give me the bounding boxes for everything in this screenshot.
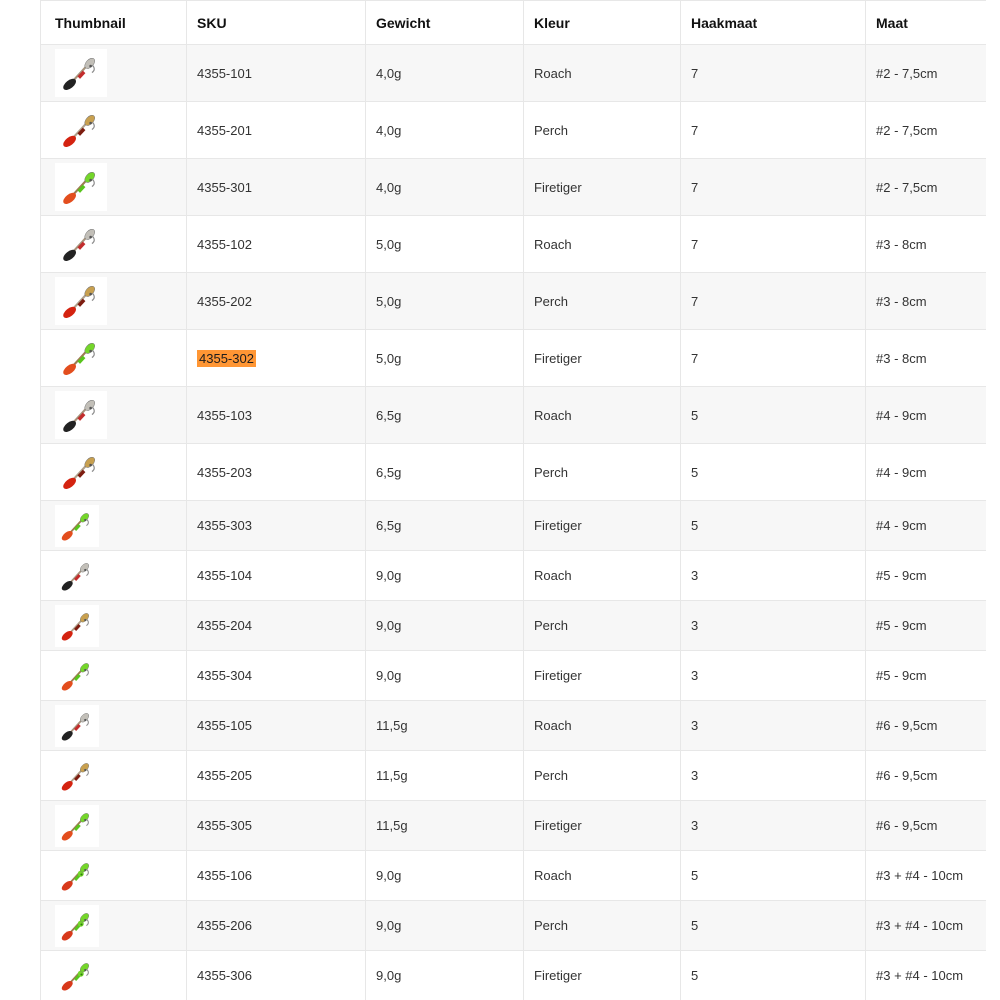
cell-gewicht	[366, 273, 524, 330]
cell-maat	[866, 951, 987, 1000]
table-header-row	[41, 1, 987, 45]
maat-value: #3 - 8cm	[876, 236, 927, 252]
column-header-label: Maat	[876, 14, 908, 31]
table-row	[41, 851, 987, 901]
cell-maat	[866, 45, 987, 102]
cell-haakmaat	[681, 216, 866, 273]
cell-sku	[187, 851, 366, 901]
cell-maat	[866, 801, 987, 851]
gewicht-value: 4,0g	[376, 122, 402, 138]
cell-haakmaat	[681, 901, 866, 951]
kleur-value: Roach	[534, 568, 572, 583]
cell-haakmaat	[681, 701, 866, 751]
maat-value: #4 - 9cm	[876, 518, 927, 533]
cell-maat	[866, 444, 987, 501]
maat-value: #2 - 7,5cm	[876, 65, 938, 81]
cell-gewicht	[366, 216, 524, 273]
lure-thumbnail-image[interactable]	[55, 805, 99, 847]
column-header-thumbnail	[41, 1, 187, 45]
table-row	[41, 102, 987, 159]
cell-haakmaat	[681, 159, 866, 216]
gewicht-value: 6,5g	[376, 407, 402, 423]
cell-gewicht	[366, 851, 524, 901]
cell-thumbnail	[41, 901, 187, 951]
haakmaat-value: 5	[691, 407, 699, 423]
column-header-label: Kleur	[534, 14, 570, 31]
maat-value: #3 + #4 - 10cm	[876, 968, 964, 983]
gewicht-value: 9,0g	[376, 968, 402, 983]
table-row	[41, 901, 987, 951]
table-row	[41, 216, 987, 273]
sku-value: 4355-201	[197, 122, 252, 138]
kleur-value: Roach	[534, 407, 572, 423]
cell-kleur	[524, 851, 681, 901]
column-header-label: Thumbnail	[55, 14, 126, 31]
maat-value: #4 - 9cm	[876, 407, 927, 423]
cell-haakmaat	[681, 551, 866, 601]
sku-value: 4355-206	[197, 918, 252, 933]
table-row	[41, 801, 987, 851]
sku-value: 4355-103	[197, 407, 252, 423]
maat-value: #3 + #4 - 10cm	[876, 868, 964, 883]
cell-gewicht	[366, 651, 524, 701]
sku-value-search-highlight: 4355-302	[199, 350, 254, 366]
gewicht-value: 11,5g	[376, 818, 408, 833]
column-header-gewicht	[366, 1, 524, 45]
gewicht-value: 11,5g	[376, 768, 408, 783]
table-row	[41, 45, 987, 102]
cell-haakmaat	[681, 387, 866, 444]
haakmaat-value: 7	[691, 236, 699, 252]
maat-value: #4 - 9cm	[876, 464, 927, 480]
gewicht-value: 11,5g	[376, 718, 408, 733]
cell-haakmaat	[681, 851, 866, 901]
cell-sku	[187, 273, 366, 330]
cell-kleur	[524, 751, 681, 801]
lure-thumbnail-image[interactable]	[55, 448, 107, 496]
table-row	[41, 701, 987, 751]
gewicht-value: 5,0g	[376, 236, 402, 252]
cell-kleur	[524, 601, 681, 651]
lure-thumbnail-image[interactable]	[55, 106, 107, 154]
maat-value: #5 - 9cm	[876, 618, 927, 633]
maat-value: #3 - 8cm	[876, 350, 927, 366]
table-row	[41, 651, 987, 701]
cell-kleur	[524, 330, 681, 387]
cell-kleur	[524, 273, 681, 330]
cell-gewicht	[366, 701, 524, 751]
haakmaat-value: 7	[691, 122, 699, 138]
kleur-value: Perch	[534, 768, 568, 783]
sku-value: 4355-304	[197, 668, 252, 683]
kleur-value: Roach	[534, 718, 572, 733]
cell-maat	[866, 501, 987, 551]
cell-gewicht	[366, 159, 524, 216]
column-header-sku	[187, 1, 366, 45]
lure-thumbnail-image[interactable]	[55, 163, 107, 211]
cell-haakmaat	[681, 330, 866, 387]
gewicht-value: 4,0g	[376, 179, 402, 195]
cell-haakmaat	[681, 951, 866, 1000]
cell-maat	[866, 551, 987, 601]
cell-gewicht	[366, 601, 524, 651]
maat-value: #5 - 9cm	[876, 568, 927, 583]
kleur-value: Firetiger	[534, 668, 582, 683]
gewicht-value: 4,0g	[376, 65, 402, 81]
gewicht-value: 9,0g	[376, 568, 402, 583]
column-header-haakmaat	[681, 1, 866, 45]
maat-value: #3 - 8cm	[876, 293, 927, 309]
cell-sku	[187, 45, 366, 102]
kleur-value: Perch	[534, 464, 568, 480]
sku-value: 4355-303	[197, 518, 252, 533]
cell-sku	[187, 801, 366, 851]
table-row	[41, 330, 987, 387]
lure-thumbnail-image[interactable]	[55, 605, 99, 647]
sku-value: 4355-106	[197, 868, 252, 883]
cell-thumbnail	[41, 102, 187, 159]
gewicht-value: 9,0g	[376, 918, 402, 933]
kleur-value: Perch	[534, 293, 568, 309]
lure-thumbnail-image[interactable]	[55, 391, 107, 439]
sku-value: 4355-204	[197, 618, 252, 633]
cell-gewicht	[366, 330, 524, 387]
sku-value: 4355-301	[197, 179, 252, 195]
haakmaat-value: 3	[691, 718, 699, 733]
kleur-value: Firetiger	[534, 350, 582, 366]
cell-kleur	[524, 387, 681, 444]
haakmaat-value: 5	[691, 518, 699, 533]
sku-value: 4355-101	[197, 65, 252, 81]
cell-sku	[187, 387, 366, 444]
table-row	[41, 501, 987, 551]
cell-maat	[866, 159, 987, 216]
cell-thumbnail	[41, 851, 187, 901]
kleur-value: Perch	[534, 918, 568, 933]
cell-sku	[187, 159, 366, 216]
kleur-value: Perch	[534, 122, 568, 138]
column-header-label: Gewicht	[376, 14, 431, 31]
cell-gewicht	[366, 551, 524, 601]
table-row	[41, 551, 987, 601]
column-header-maat	[866, 1, 987, 45]
lure-thumbnail-image[interactable]	[55, 505, 99, 547]
product-table-scroll-container[interactable]	[40, 0, 986, 1000]
column-header-label: SKU	[197, 14, 227, 31]
haakmaat-value: 3	[691, 818, 699, 833]
cell-thumbnail	[41, 551, 187, 601]
haakmaat-value: 3	[691, 568, 699, 583]
cell-kleur	[524, 102, 681, 159]
haakmaat-value: 5	[691, 464, 699, 480]
cell-thumbnail	[41, 273, 187, 330]
haakmaat-value: 5	[691, 918, 699, 933]
lure-thumbnail-image[interactable]	[55, 555, 99, 597]
haakmaat-value: 7	[691, 179, 699, 195]
cell-thumbnail	[41, 601, 187, 651]
lure-thumbnail-image[interactable]	[55, 905, 99, 947]
haakmaat-value: 5	[691, 968, 699, 983]
cell-gewicht	[366, 387, 524, 444]
cell-kleur	[524, 444, 681, 501]
cell-maat	[866, 751, 987, 801]
table-row	[41, 601, 987, 651]
lure-thumbnail-image[interactable]	[55, 855, 99, 897]
table-row	[41, 387, 987, 444]
lure-thumbnail-image[interactable]	[55, 220, 107, 268]
haakmaat-value: 7	[691, 350, 699, 366]
gewicht-value: 5,0g	[376, 350, 402, 366]
lure-thumbnail-image[interactable]	[55, 49, 107, 97]
cell-maat	[866, 216, 987, 273]
gewicht-value: 9,0g	[376, 668, 402, 683]
cell-kleur	[524, 901, 681, 951]
cell-sku	[187, 751, 366, 801]
sku-value: 4355-102	[197, 236, 252, 252]
gewicht-value: 5,0g	[376, 293, 402, 309]
cell-thumbnail	[41, 751, 187, 801]
cell-gewicht	[366, 901, 524, 951]
cell-haakmaat	[681, 45, 866, 102]
maat-value: #6 - 9,5cm	[876, 718, 938, 733]
cell-haakmaat	[681, 801, 866, 851]
cell-sku	[187, 501, 366, 551]
haakmaat-value: 5	[691, 868, 699, 883]
cell-thumbnail	[41, 444, 187, 501]
cell-thumbnail	[41, 651, 187, 701]
table-row	[41, 159, 987, 216]
cell-kleur	[524, 551, 681, 601]
haakmaat-value: 3	[691, 768, 699, 783]
cell-kleur	[524, 159, 681, 216]
table-row	[41, 273, 987, 330]
cell-haakmaat	[681, 501, 866, 551]
cell-thumbnail	[41, 801, 187, 851]
cell-haakmaat	[681, 273, 866, 330]
cell-sku	[187, 102, 366, 159]
sku-value: 4355-105	[197, 718, 252, 733]
maat-value: #3 + #4 - 10cm	[876, 918, 964, 933]
table-row	[41, 444, 987, 501]
cell-kleur	[524, 801, 681, 851]
cell-thumbnail	[41, 701, 187, 751]
cell-gewicht	[366, 102, 524, 159]
cell-sku	[187, 951, 366, 1000]
cell-gewicht	[366, 501, 524, 551]
cell-gewicht	[366, 45, 524, 102]
cell-maat	[866, 601, 987, 651]
sku-value: 4355-205	[197, 768, 252, 783]
gewicht-value: 6,5g	[376, 464, 402, 480]
lure-thumbnail-image[interactable]	[55, 955, 99, 997]
cell-sku	[187, 651, 366, 701]
cell-maat	[866, 273, 987, 330]
cell-kleur	[524, 45, 681, 102]
sku-value: 4355-202	[197, 293, 252, 309]
cell-maat	[866, 701, 987, 751]
lure-thumbnail-image[interactable]	[55, 334, 107, 382]
maat-value: #5 - 9cm	[876, 668, 927, 683]
lure-thumbnail-image[interactable]	[55, 755, 99, 797]
kleur-value: Firetiger	[534, 518, 582, 533]
lure-thumbnail-image[interactable]	[55, 655, 99, 697]
cell-gewicht	[366, 951, 524, 1000]
kleur-value: Firetiger	[534, 179, 582, 195]
kleur-value: Roach	[534, 65, 572, 81]
cell-haakmaat	[681, 444, 866, 501]
sku-value: 4355-305	[197, 818, 252, 833]
maat-value: #2 - 7,5cm	[876, 179, 938, 195]
haakmaat-value: 7	[691, 65, 699, 81]
sku-value: 4355-306	[197, 968, 252, 983]
lure-thumbnail-image[interactable]	[55, 705, 99, 747]
cell-thumbnail	[41, 330, 187, 387]
cell-haakmaat	[681, 601, 866, 651]
cell-haakmaat	[681, 651, 866, 701]
cell-kleur	[524, 951, 681, 1000]
cell-thumbnail	[41, 216, 187, 273]
cell-maat	[866, 102, 987, 159]
haakmaat-value: 7	[691, 293, 699, 309]
maat-value: #2 - 7,5cm	[876, 122, 938, 138]
maat-value: #6 - 9,5cm	[876, 768, 938, 783]
cell-maat	[866, 901, 987, 951]
cell-thumbnail	[41, 501, 187, 551]
cell-maat	[866, 387, 987, 444]
kleur-value: Perch	[534, 618, 568, 633]
gewicht-value: 6,5g	[376, 518, 402, 533]
cell-maat	[866, 851, 987, 901]
kleur-value: Firetiger	[534, 968, 582, 983]
cell-gewicht	[366, 751, 524, 801]
cell-maat	[866, 330, 987, 387]
cell-kleur	[524, 651, 681, 701]
cell-thumbnail	[41, 159, 187, 216]
cell-gewicht	[366, 444, 524, 501]
gewicht-value: 9,0g	[376, 868, 402, 883]
cell-kleur	[524, 501, 681, 551]
haakmaat-value: 3	[691, 668, 699, 683]
haakmaat-value: 3	[691, 618, 699, 633]
gewicht-value: 9,0g	[376, 618, 402, 633]
cell-thumbnail	[41, 951, 187, 1000]
table-row	[41, 751, 987, 801]
cell-sku	[187, 701, 366, 751]
cell-haakmaat	[681, 102, 866, 159]
lure-thumbnail-image[interactable]	[55, 277, 107, 325]
product-spec-table	[40, 0, 986, 1000]
cell-sku	[187, 330, 366, 387]
table-row	[41, 951, 987, 1000]
cell-maat	[866, 651, 987, 701]
cell-gewicht	[366, 801, 524, 851]
sku-value: 4355-203	[197, 464, 252, 480]
cell-sku	[187, 216, 366, 273]
maat-value: #6 - 9,5cm	[876, 818, 938, 833]
cell-thumbnail	[41, 45, 187, 102]
cell-sku	[187, 444, 366, 501]
cell-thumbnail	[41, 387, 187, 444]
column-header-label: Haakmaat	[691, 14, 758, 31]
cell-kleur	[524, 701, 681, 751]
cell-sku	[187, 901, 366, 951]
cell-sku	[187, 551, 366, 601]
cell-sku	[187, 601, 366, 651]
kleur-value: Roach	[534, 868, 572, 883]
column-header-kleur	[524, 1, 681, 45]
cell-kleur	[524, 216, 681, 273]
kleur-value: Firetiger	[534, 818, 582, 833]
cell-haakmaat	[681, 751, 866, 801]
sku-value: 4355-104	[197, 568, 252, 583]
kleur-value: Roach	[534, 236, 572, 252]
